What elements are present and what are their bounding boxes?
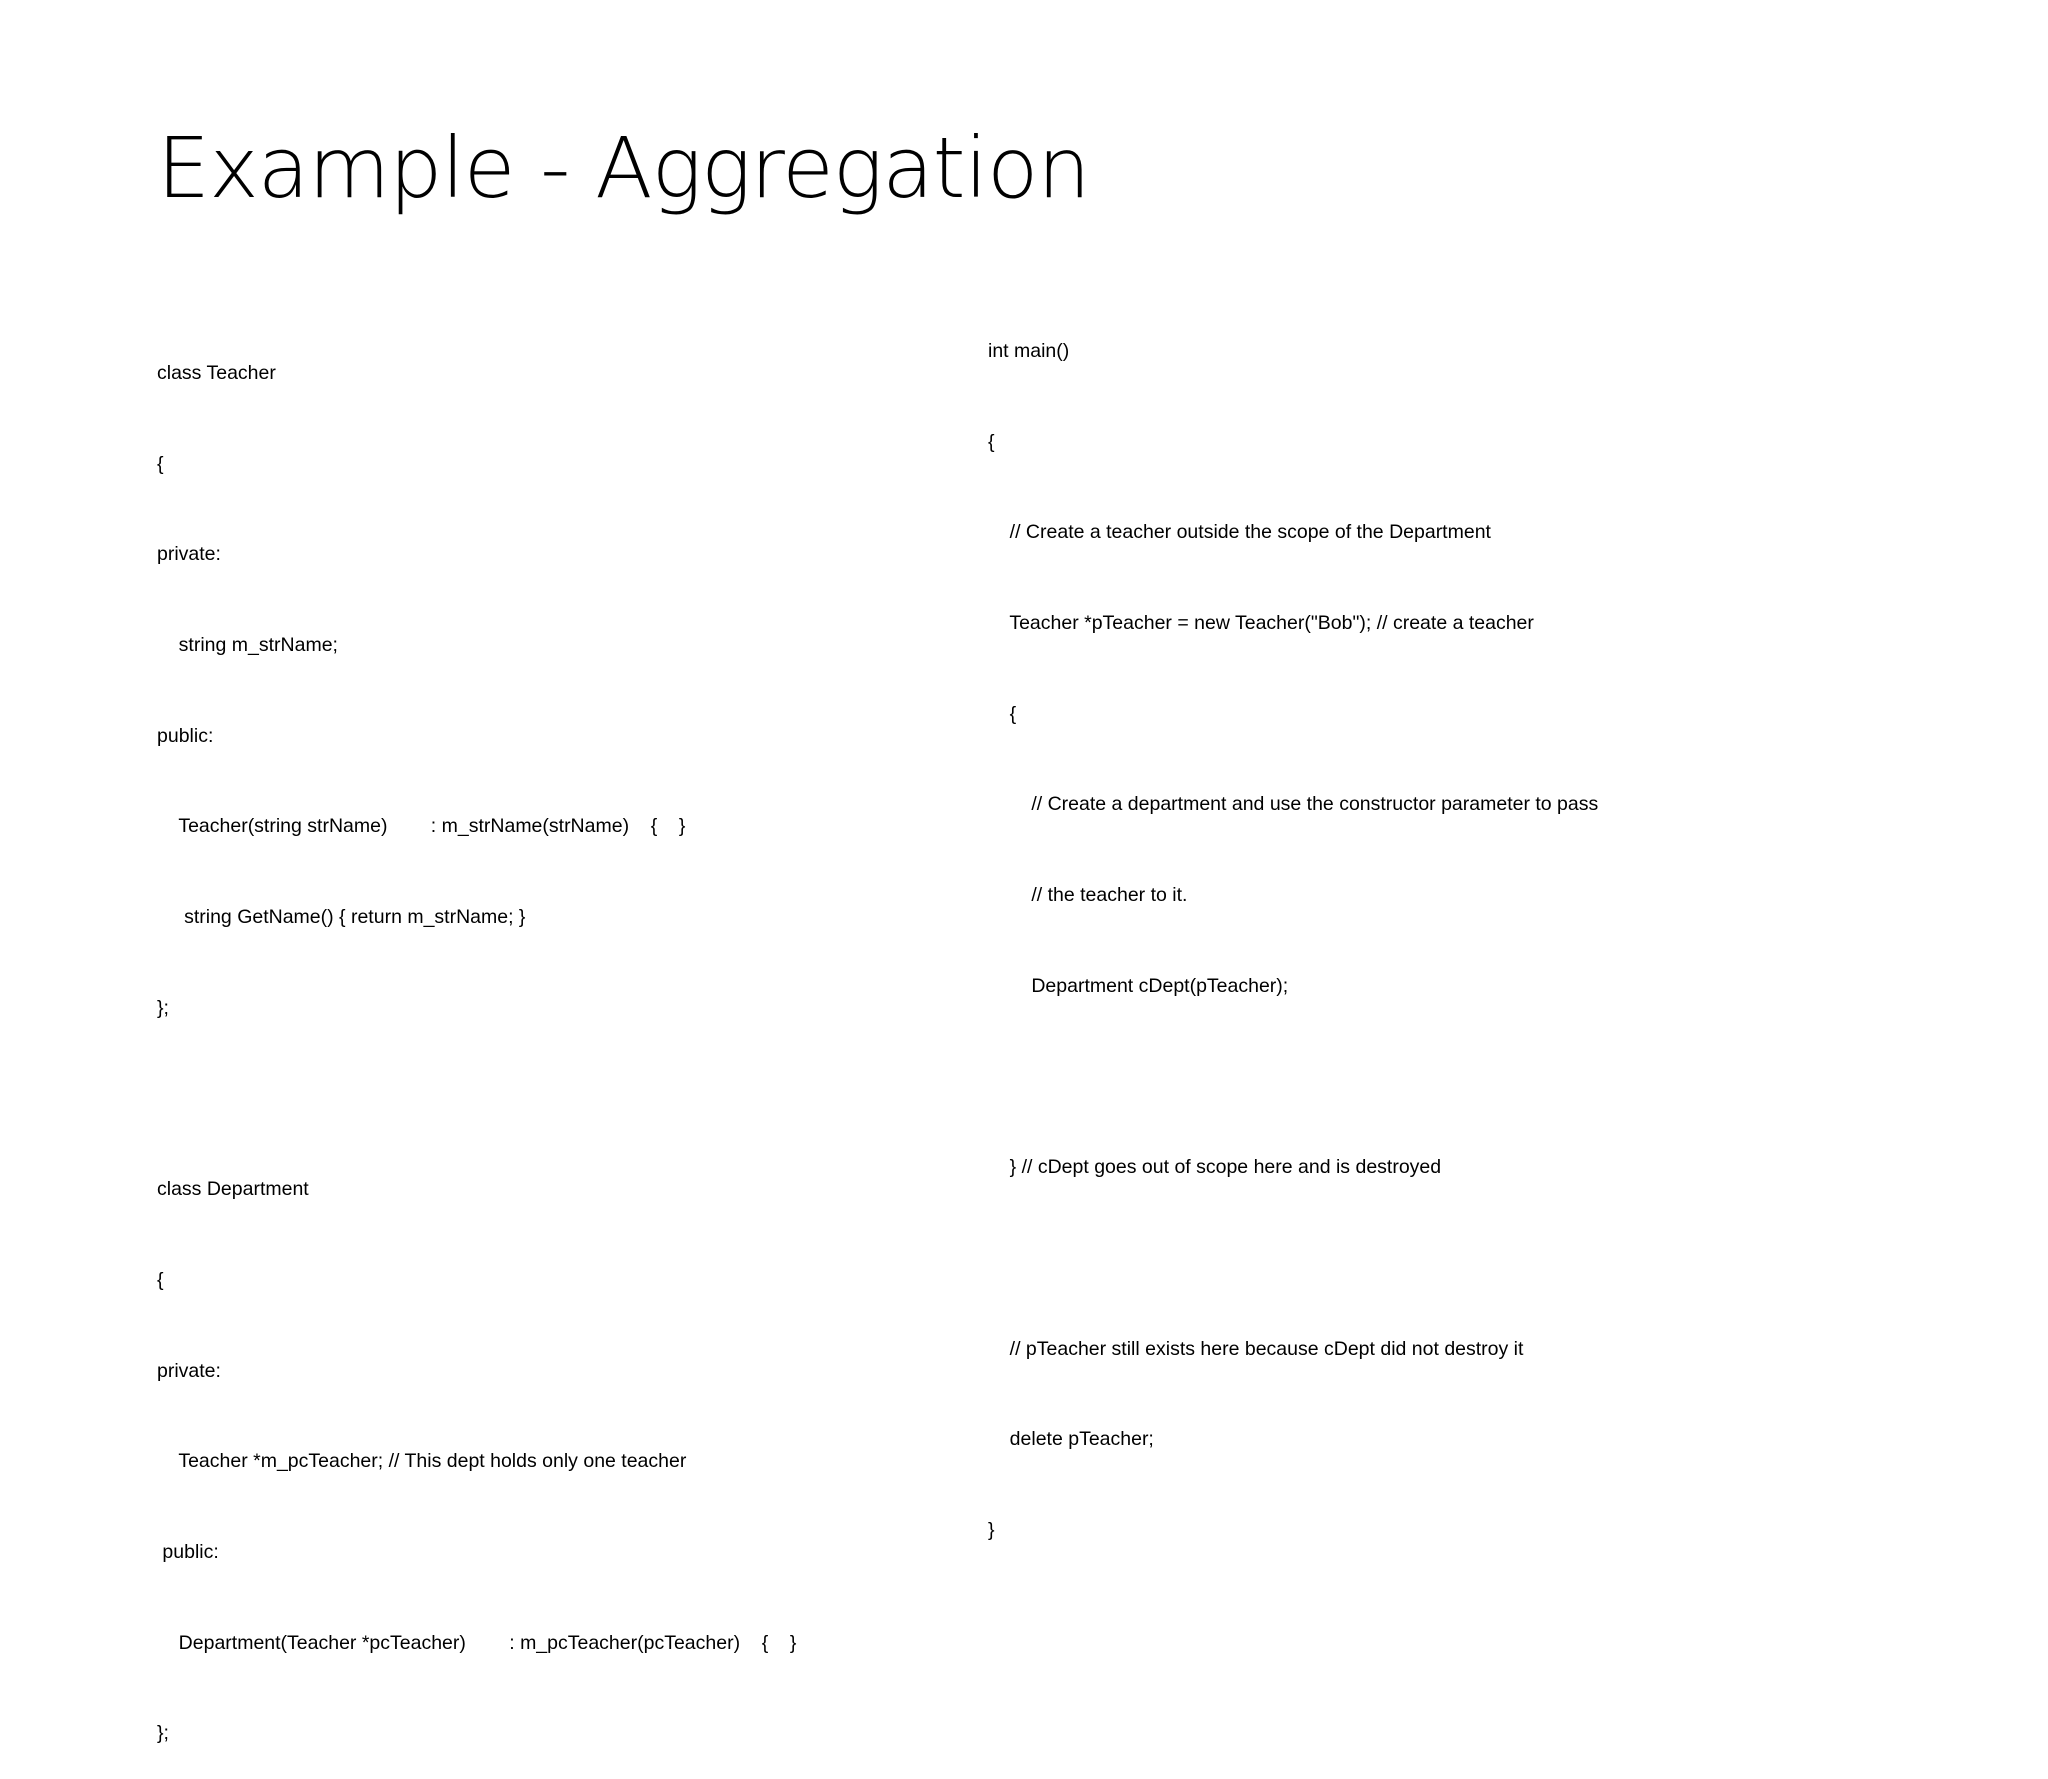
code-line: Department cDept(pTeacher); xyxy=(988,974,1289,997)
code-line: class Teacher xyxy=(157,362,276,384)
code-block-classes xyxy=(157,305,796,1779)
code-line: { xyxy=(988,430,995,453)
code-line: } // cDept goes out of scope here and is destroyed xyxy=(988,1156,1442,1179)
slide-title: Example - Aggregation xyxy=(157,119,1090,217)
code-line: }; xyxy=(157,1722,169,1745)
code-line: }; xyxy=(157,996,169,1019)
code-line: // the teacher to it. xyxy=(988,884,1188,907)
code-line: } xyxy=(988,1518,995,1541)
code-line: int main() xyxy=(988,340,1070,362)
code-line: // Create a teacher outside the scope of the Department xyxy=(988,521,1491,544)
code-line: class Department xyxy=(157,1178,309,1201)
code-block-main xyxy=(988,283,1598,1576)
code-line: string GetName() { return m_strName; } xyxy=(157,906,526,929)
code-line: private: xyxy=(157,1359,221,1382)
code-line: Teacher *m_pcTeacher; // This dept holds only one teacher xyxy=(157,1450,687,1473)
code-line: public: xyxy=(157,1540,219,1563)
code-line: // Create a department and use the constructor parameter to pass xyxy=(988,793,1599,816)
code-line: { xyxy=(157,1268,164,1291)
code-line: { xyxy=(988,702,1017,725)
code-line: Department(Teacher *pcTeacher) : m_pcTeacher(pcTeacher) { } xyxy=(157,1631,797,1654)
code-line: Teacher(string strName) : m_strName(strName) { } xyxy=(157,815,686,838)
code-line: // pTeacher still exists here because cDept did not destroy it xyxy=(988,1337,1524,1360)
code-line xyxy=(157,1077,796,1122)
code-line: string m_strName; xyxy=(157,634,338,657)
code-line: private: xyxy=(157,543,221,566)
code-line xyxy=(988,1236,1598,1281)
code-line xyxy=(988,1055,1598,1100)
code-line: Teacher *pTeacher = new Teacher("Bob"); // create a teacher xyxy=(988,612,1534,635)
code-line: { xyxy=(157,452,164,475)
code-line: delete pTeacher; xyxy=(988,1428,1154,1451)
code-line: public: xyxy=(157,724,214,747)
